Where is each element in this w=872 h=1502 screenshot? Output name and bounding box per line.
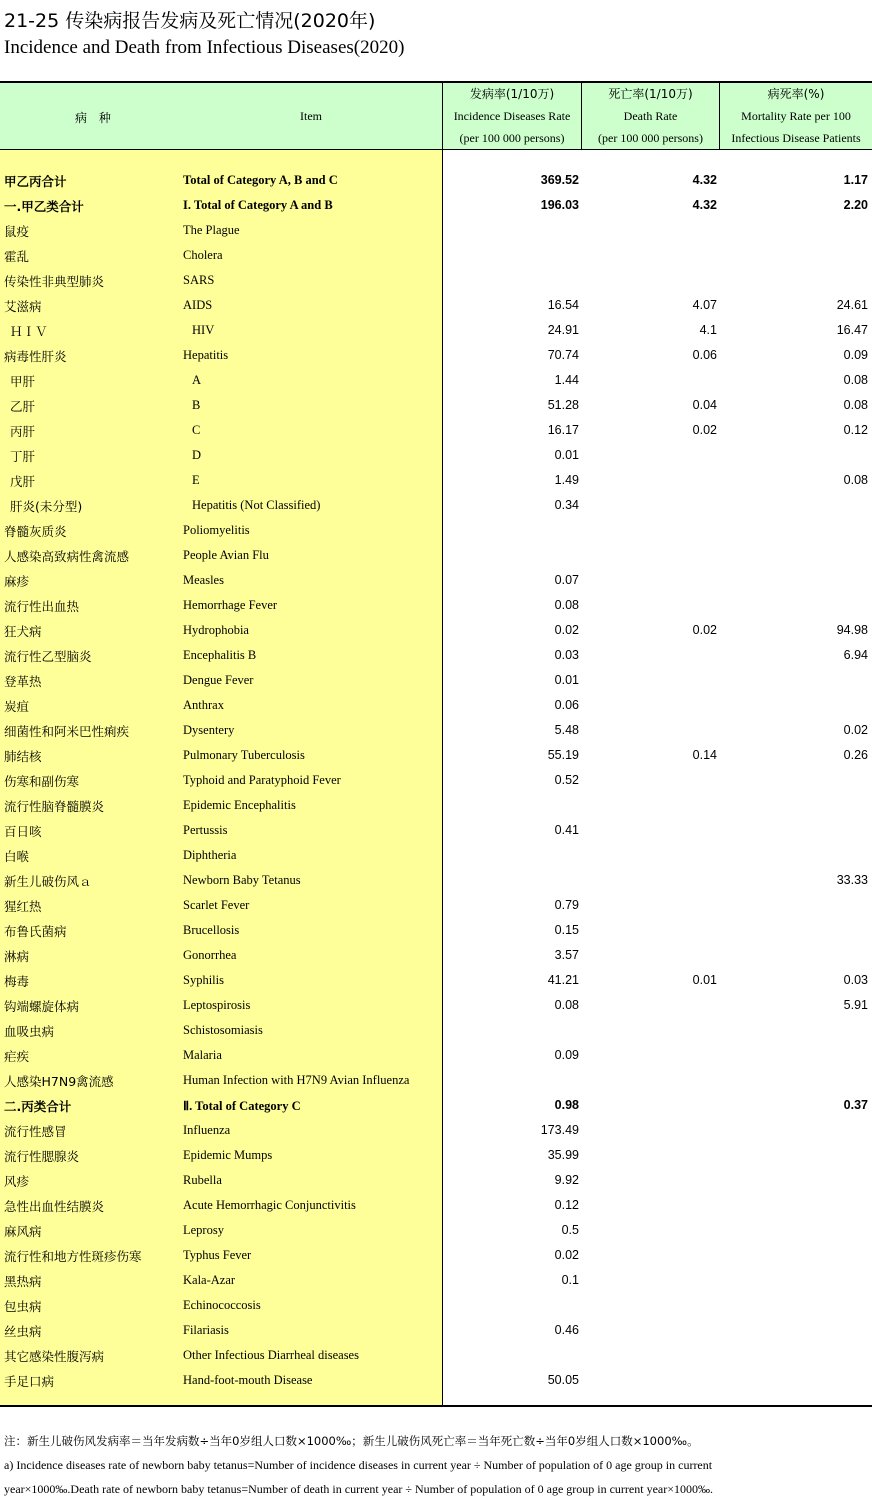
disease-name-en: Dengue Fever xyxy=(183,673,254,687)
disease-name-cn: 钩端螺旋体病 xyxy=(4,999,80,1014)
incidence-rate-cell: 0.01 xyxy=(554,448,579,462)
disease-name-en: Hepatitis xyxy=(183,348,229,362)
disease-name-cn: 乙肝 xyxy=(10,399,36,414)
disease-name-en: HIV xyxy=(192,323,215,337)
disease-name-en: Leprosy xyxy=(183,1223,224,1237)
incidence-rate-cell: 70.74 xyxy=(547,348,579,362)
table-row xyxy=(0,1018,872,1043)
disease-name-cn: 百日咳 xyxy=(4,824,42,839)
disease-name-cn: 鼠疫 xyxy=(4,224,30,239)
incidence-rate-cell: 41.21 xyxy=(547,973,579,987)
table-row xyxy=(0,1068,872,1093)
disease-name-en: Ⅱ. Total of Category C xyxy=(183,1099,301,1113)
disease-name-cn: 包虫病 xyxy=(4,1299,42,1314)
table-row xyxy=(0,843,872,868)
table-row xyxy=(0,543,872,568)
incidence-rate-cell: 369.52 xyxy=(540,173,579,187)
death-rate-cell: 0.14 xyxy=(692,748,717,762)
table-row xyxy=(0,768,872,793)
table-row xyxy=(0,818,872,843)
table-row xyxy=(0,1318,872,1343)
header-incidence-en: Incidence Diseases Rate xyxy=(453,109,571,123)
incidence-rate-cell: 0.01 xyxy=(554,673,579,687)
incidence-rate-cell: 0.02 xyxy=(554,1248,579,1262)
table-row xyxy=(0,743,872,768)
disease-name-en: Human Infection with H7N9 Avian Influenza xyxy=(183,1073,410,1087)
disease-name-en: B xyxy=(192,398,201,412)
disease-name-cn: 流行性腮腺炎 xyxy=(4,1149,80,1164)
table-row xyxy=(0,1243,872,1268)
disease-name-cn: 人感染H7N9禽流感 xyxy=(4,1074,114,1089)
disease-name-cn: 血吸虫病 xyxy=(4,1024,55,1039)
disease-name-cn: 丁肝 xyxy=(10,449,36,464)
table-row xyxy=(0,943,872,968)
table-row xyxy=(0,243,872,268)
table-row xyxy=(0,1343,872,1368)
table-row xyxy=(0,868,872,893)
death-rate-cell: 4.32 xyxy=(692,198,717,212)
disease-name-en: Cholera xyxy=(183,248,223,262)
header-mortality-en: Mortality Rate per 100 xyxy=(741,109,851,123)
incidence-rate-cell: 0.12 xyxy=(554,1198,579,1212)
death-rate-cell: 0.02 xyxy=(692,623,717,637)
note-en-line1: a) Incidence diseases rate of newborn baby tetanus=Number of incidence diseases in current year ÷ Number of population of 0 age group in current xyxy=(4,1458,713,1472)
disease-name-en: Pertussis xyxy=(183,823,228,837)
disease-name-cn: 猩红热 xyxy=(4,899,42,914)
disease-name-cn: 伤寒和副伤寒 xyxy=(4,774,80,789)
disease-name-cn: 新生儿破伤风ａ xyxy=(4,874,92,889)
death-rate-cell: 4.32 xyxy=(692,173,717,187)
table-row xyxy=(0,368,872,393)
table-row xyxy=(0,1168,872,1193)
disease-name-cn: 流行性感冒 xyxy=(4,1124,67,1139)
incidence-rate-cell: 9.92 xyxy=(554,1173,579,1187)
header-item-en: Item xyxy=(300,109,322,123)
header-mortality-rate xyxy=(720,83,872,149)
table-row xyxy=(0,1368,872,1393)
header-death-cn: 死亡率(1/10万) xyxy=(608,87,693,101)
incidence-rate-cell: 1.49 xyxy=(554,473,579,487)
disease-name-en: Gonorrhea xyxy=(183,948,237,962)
incidence-rate-cell: 55.19 xyxy=(547,748,579,762)
disease-name-en: AIDS xyxy=(183,298,213,312)
table-row xyxy=(0,293,872,318)
table-row xyxy=(0,318,872,343)
incidence-rate-cell: 0.09 xyxy=(554,1048,579,1062)
disease-name-en: Epidemic Encephalitis xyxy=(183,798,296,812)
table-row xyxy=(0,468,872,493)
incidence-rate-cell: 24.91 xyxy=(547,323,579,337)
disease-name-cn: 炭疽 xyxy=(4,699,30,714)
disease-name-en: Leptospirosis xyxy=(183,998,251,1012)
mortality-rate-cell: 0.26 xyxy=(843,748,868,762)
table-row xyxy=(0,218,872,243)
incidence-rate-cell: 0.06 xyxy=(554,698,579,712)
disease-name-cn: 甲乙丙合计 xyxy=(4,174,67,189)
disease-name-en: E xyxy=(192,473,200,487)
mortality-rate-cell: 0.08 xyxy=(843,398,868,412)
disease-name-en: Syphilis xyxy=(183,973,224,987)
incidence-rate-cell: 0.03 xyxy=(554,648,579,662)
incidence-rate-cell: 3.57 xyxy=(554,948,579,962)
disease-name-cn: 疟疾 xyxy=(4,1049,30,1064)
disease-name-en: Scarlet Fever xyxy=(183,898,250,912)
page-title-en: Incidence and Death from Infectious Diseases(2020) xyxy=(4,37,405,58)
disease-name-en: Hydrophobia xyxy=(183,623,249,637)
incidence-rate-cell: 50.05 xyxy=(547,1373,579,1387)
disease-name-en: Schistosomiasis xyxy=(183,1023,263,1037)
disease-name-en: I. Total of Category A and B xyxy=(183,198,333,212)
table-row xyxy=(0,343,872,368)
note-cn: 注：新生儿破伤风发病率＝当年发病数÷当年0岁组人口数×1000‰；新生儿破伤风死亡率＝当年死亡数÷当年0岁组人口数×1000‰。 xyxy=(4,1434,699,1448)
table-row xyxy=(0,1218,872,1243)
table-row xyxy=(0,1093,872,1118)
disease-name-cn: 流行性乙型脑炎 xyxy=(4,649,92,664)
death-rate-cell: 4.1 xyxy=(699,323,717,337)
incidence-rate-cell: 0.1 xyxy=(561,1273,579,1287)
incidence-rate-cell: 0.02 xyxy=(554,623,579,637)
disease-name-en: Encephalitis B xyxy=(183,648,257,662)
note-en-line2: year×1000‰.Death rate of newborn baby tetanus=Number of death in current year ÷ Number of population of 0 age group in current year×1000‰. xyxy=(4,1482,713,1496)
table-row xyxy=(0,993,872,1018)
disease-name-en: Kala-Azar xyxy=(183,1273,236,1287)
disease-name-cn: 肝炎(未分型) xyxy=(10,499,83,514)
disease-name-en: Typhoid and Paratyphoid Fever xyxy=(183,773,341,787)
disease-name-en: Echinococcosis xyxy=(183,1298,261,1312)
incidence-rate-cell: 1.44 xyxy=(554,373,579,387)
incidence-rate-cell: 0.5 xyxy=(561,1223,579,1237)
header-disease-cn: 病 种 xyxy=(75,111,115,125)
table-row xyxy=(0,643,872,668)
disease-name-cn: 黑热病 xyxy=(4,1274,42,1289)
header-death-unit: (per 100 000 persons) xyxy=(598,131,703,145)
disease-name-cn: 急性出血性结膜炎 xyxy=(4,1199,105,1214)
table-row xyxy=(0,568,872,593)
table-row xyxy=(0,1193,872,1218)
disease-name-en: The Plague xyxy=(183,223,240,237)
incidence-rate-cell: 16.54 xyxy=(547,298,579,312)
incidence-rate-cell: 0.15 xyxy=(554,923,579,937)
table-row xyxy=(0,918,872,943)
table-row xyxy=(0,593,872,618)
table-row xyxy=(0,268,872,293)
table-row xyxy=(0,668,872,693)
disease-name-en: Filariasis xyxy=(183,1323,229,1337)
disease-name-en: D xyxy=(192,448,202,462)
table-row xyxy=(0,693,872,718)
incidence-rate-cell: 196.03 xyxy=(540,198,579,212)
disease-name-cn: 一.甲乙类合计 xyxy=(4,199,84,214)
incidence-rate-cell: 16.17 xyxy=(547,423,579,437)
table-row xyxy=(0,1043,872,1068)
disease-name-cn: 二.丙类合计 xyxy=(4,1099,72,1114)
mortality-rate-cell: 33.33 xyxy=(836,873,868,887)
disease-name-cn: 甲肝 xyxy=(10,374,36,389)
incidence-rate-cell: 35.99 xyxy=(547,1148,579,1162)
disease-name-en: SARS xyxy=(183,273,215,287)
disease-name-cn: 流行性和地方性斑疹伤寒 xyxy=(4,1249,142,1264)
disease-name-en: Pulmonary Tuberculosis xyxy=(183,748,305,762)
mortality-rate-cell: 0.37 xyxy=(843,1098,868,1112)
death-rate-cell: 4.07 xyxy=(692,298,717,312)
mortality-rate-cell: 94.98 xyxy=(836,623,868,637)
table-row xyxy=(0,518,872,543)
disease-name-en: Anthrax xyxy=(183,698,224,712)
disease-name-en: Rubella xyxy=(183,1173,222,1187)
disease-name-cn: 细菌性和阿米巴性痢疾 xyxy=(4,724,130,739)
death-rate-cell: 0.02 xyxy=(692,423,717,437)
disease-name-cn: 霍乱 xyxy=(4,249,30,264)
incidence-rate-cell: 0.34 xyxy=(554,498,579,512)
death-rate-cell: 0.04 xyxy=(692,398,717,412)
incidence-rate-cell: 0.46 xyxy=(554,1323,579,1337)
disease-name-cn: 梅毒 xyxy=(4,974,30,989)
disease-name-en: Dysentery xyxy=(183,723,235,737)
disease-name-cn: 戊肝 xyxy=(10,474,36,489)
table-row xyxy=(0,1293,872,1318)
mortality-rate-cell: 0.02 xyxy=(843,723,868,737)
disease-name-cn: 丙肝 xyxy=(10,424,36,439)
header-right xyxy=(443,83,872,150)
header-mortality-unit: Infectious Disease Patients xyxy=(731,131,861,145)
disease-name-cn: 白喉 xyxy=(4,849,30,864)
disease-name-cn: 麻风病 xyxy=(4,1224,42,1239)
page-title-cn: 21-25 传染病报告发病及死亡情况(2020年) xyxy=(4,10,376,32)
disease-name-cn: 人感染高致病性禽流感 xyxy=(4,549,130,564)
mortality-rate-cell: 0.09 xyxy=(843,348,868,362)
disease-name-en: Poliomyelitis xyxy=(183,523,250,537)
disease-name-en: Hemorrhage Fever xyxy=(183,598,278,612)
table-row xyxy=(0,493,872,518)
mortality-rate-cell: 16.47 xyxy=(836,323,868,337)
disease-name-en: Brucellosis xyxy=(183,923,240,937)
incidence-rate-cell: 51.28 xyxy=(547,398,579,412)
incidence-rate-cell: 0.98 xyxy=(554,1098,579,1112)
disease-name-cn: 麻疹 xyxy=(4,574,30,589)
mortality-rate-cell: 1.17 xyxy=(843,173,868,187)
disease-name-en: Other Infectious Diarrheal diseases xyxy=(183,1348,359,1362)
table-row xyxy=(0,443,872,468)
table-row xyxy=(0,168,872,193)
disease-name-cn: 风疹 xyxy=(4,1174,30,1189)
mortality-rate-cell: 5.91 xyxy=(843,998,868,1012)
disease-name-cn: 肺结核 xyxy=(4,749,42,764)
header-left xyxy=(0,83,443,150)
disease-name-en: Acute Hemorrhagic Conjunctivitis xyxy=(183,1198,356,1212)
incidence-rate-cell: 173.49 xyxy=(540,1123,579,1137)
disease-name-cn: 流行性脑脊髓膜炎 xyxy=(4,799,105,814)
mortality-rate-cell: 6.94 xyxy=(843,648,868,662)
header-death-rate xyxy=(582,83,720,149)
disease-name-en: A xyxy=(192,373,202,387)
incidence-rate-cell: 0.08 xyxy=(554,998,579,1012)
disease-name-en: Measles xyxy=(183,573,224,587)
table-row xyxy=(0,893,872,918)
disease-name-cn: 脊髓灰质炎 xyxy=(4,524,67,539)
table-row xyxy=(0,1268,872,1293)
table-row xyxy=(0,393,872,418)
mortality-rate-cell: 0.12 xyxy=(843,423,868,437)
table-row xyxy=(0,968,872,993)
table-row xyxy=(0,418,872,443)
infectious-disease-table xyxy=(0,81,872,1407)
header-death-en: Death Rate xyxy=(623,109,678,123)
incidence-rate-cell: 0.79 xyxy=(554,898,579,912)
incidence-rate-cell: 0.41 xyxy=(554,823,579,837)
mortality-rate-cell: 2.20 xyxy=(843,198,868,212)
header-incidence-rate xyxy=(443,83,582,149)
disease-name-cn: 狂犬病 xyxy=(4,624,42,639)
death-rate-cell: 0.01 xyxy=(692,973,717,987)
disease-name-en: Total of Category A, B and C xyxy=(183,173,338,187)
disease-name-cn: ＨＩＶ xyxy=(10,324,48,339)
death-rate-cell: 0.06 xyxy=(692,348,717,362)
mortality-rate-cell: 24.61 xyxy=(836,298,868,312)
mortality-rate-cell: 0.08 xyxy=(843,373,868,387)
table-row xyxy=(0,793,872,818)
disease-name-en: People Avian Flu xyxy=(183,548,269,562)
disease-name-cn: 丝虫病 xyxy=(4,1324,42,1339)
table-row xyxy=(0,1118,872,1143)
disease-name-cn: 登革热 xyxy=(4,674,42,689)
header-incidence-unit: (per 100 000 persons) xyxy=(459,131,565,145)
incidence-rate-cell: 0.52 xyxy=(554,773,579,787)
table-row xyxy=(0,718,872,743)
table-row xyxy=(0,618,872,643)
disease-name-en: Newborn Baby Tetanus xyxy=(183,873,301,887)
incidence-rate-cell: 0.07 xyxy=(554,573,579,587)
incidence-rate-cell: 0.08 xyxy=(554,598,579,612)
disease-name-en: Influenza xyxy=(183,1123,231,1137)
disease-name-cn: 传染性非典型肺炎 xyxy=(4,274,105,289)
disease-name-cn: 艾滋病 xyxy=(4,299,42,314)
disease-name-cn: 布鲁氏菌病 xyxy=(4,924,67,939)
disease-name-en: Epidemic Mumps xyxy=(183,1148,273,1162)
disease-name-en: Typhus Fever xyxy=(183,1248,252,1262)
incidence-rate-cell: 5.48 xyxy=(554,723,579,737)
disease-name-cn: 淋病 xyxy=(4,949,30,964)
disease-name-cn: 流行性出血热 xyxy=(4,599,80,614)
disease-name-en: Diphtheria xyxy=(183,848,237,862)
disease-name-cn: 病毒性肝炎 xyxy=(4,349,67,364)
disease-name-cn: 其它感染性腹泻病 xyxy=(4,1349,105,1364)
header-incidence-cn: 发病率(1/10万) xyxy=(469,87,555,101)
disease-name-cn: 手足口病 xyxy=(4,1374,55,1389)
table-row xyxy=(0,1143,872,1168)
disease-name-en: Malaria xyxy=(183,1048,222,1062)
mortality-rate-cell: 0.03 xyxy=(843,973,868,987)
disease-name-en: C xyxy=(192,423,201,437)
mortality-rate-cell: 0.08 xyxy=(843,473,868,487)
disease-name-en: Hepatitis (Not Classified) xyxy=(192,498,321,512)
header-mortality-cn: 病死率(%) xyxy=(767,87,825,101)
table-row xyxy=(0,193,872,218)
disease-name-en: Hand-foot-mouth Disease xyxy=(183,1373,313,1387)
